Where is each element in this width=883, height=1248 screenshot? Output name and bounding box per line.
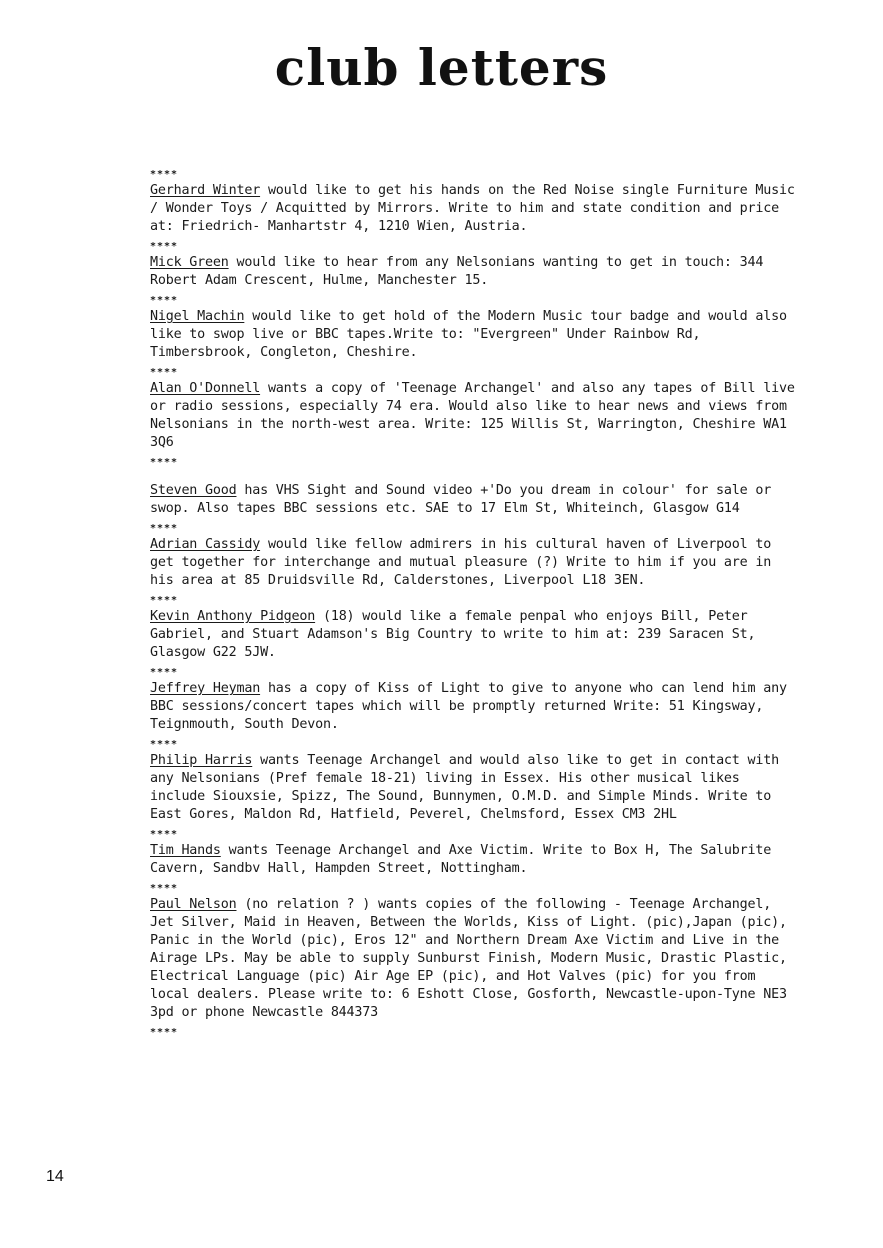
letter-text: wants a copy of 'Teenage Archangel' and also any tapes of Bill live or radio sessions, especially 74 era. Would also like to hear news and views from Nelsonians in the north-west area. Write: 125 Willis St, Warrington, Cheshire WA1 3Q6 [150, 381, 795, 450]
separator: **** [150, 829, 179, 840]
letter-name: Steven Good [150, 483, 237, 498]
letter-name: Philip Harris [150, 753, 253, 768]
letter-entry [150, 482, 800, 518]
letter-name: Paul Nelson [150, 897, 237, 912]
letter-entry [150, 842, 800, 878]
letter-text: would like fellow admirers in his cultural haven of Liverpool to get together for interchange and mutual pleasure (?) Write to him if you are in his area at 85 Druidsville Rd, Calderstones, Liverpool L18 3EN. [150, 537, 772, 588]
page-number: 14 [46, 1168, 64, 1185]
separator: **** [150, 883, 179, 894]
separator: **** [150, 1027, 179, 1038]
separator: **** [150, 667, 179, 678]
letter-entry [150, 254, 800, 290]
letters-list [150, 168, 800, 1040]
separator: **** [150, 595, 179, 606]
letter-name: Alan O'Donnell [150, 381, 261, 396]
letter-entry [150, 380, 800, 452]
page-title: club letters [274, 38, 609, 97]
letter-entry [150, 308, 800, 362]
separator: **** [150, 457, 179, 468]
letter-entry [150, 536, 800, 590]
separator: **** [150, 295, 179, 306]
letter-text: wants Teenage Archangel and Axe Victim. Write to Box H, The Salubrite Cavern, Sandbv Hall, Hampden Street, Nottingham. [150, 843, 772, 876]
separator: **** [150, 241, 179, 252]
letter-name: Gerhard Winter [150, 183, 261, 198]
separator: **** [150, 169, 179, 180]
letter-name: Mick Green [150, 255, 229, 270]
letter-entry [150, 182, 800, 236]
letter-name: Nigel Machin [150, 309, 245, 324]
letter-entry [150, 680, 800, 734]
separator: **** [150, 739, 179, 750]
letter-entry [150, 608, 800, 662]
letter-entry [150, 752, 800, 824]
letter-text: would like to hear from any Nelsonians wanting to get in touch: 344 Robert Adam Crescent, Hulme, Manchester 15. [150, 255, 764, 288]
letter-name: Jeffrey Heyman [150, 681, 261, 696]
letter-text: wants Teenage Archangel and would also like to get in contact with any Nelsonians (Pref female 18-21) living in Essex. His other musical likes include Siouxsie, Spizz, The Sound, Bunnymen, O.M.D. and Simple Minds. Write to East Gores, Maldon Rd, Hatfield, Peverel, Chelmsford, Essex CM3 2HL [150, 753, 779, 822]
letter-name: Kevin Anthony Pidgeon [150, 609, 316, 624]
letter-text: would like to get his hands on the Red Noise single Furniture Music / Wonder Toys / Acquitted by Mirrors. Write to him and state condition and price at: Friedrich- Manhartstr 4, 1210 Wien, Austria. [150, 183, 795, 234]
letter-text: has a copy of Kiss of Light to give to anyone who can lend him any BBC sessions/concert tapes which will be promptly returned Write: 51 Kingsway, Teignmouth, South Devon. [150, 681, 787, 732]
letter-text: would like to get hold of the Modern Music tour badge and would also like to swop live or BBC tapes.Write to: "Evergreen" Under Rainbow Rd, Timbersbrook, Congleton, Cheshire. [150, 309, 787, 360]
letter-entry [150, 896, 800, 1022]
letter-text: (18) would like a female penpal who enjoys Bill, Peter Gabriel, and Stuart Adamson's Big Country to write to him at: 239 Saracen St, Glasgow G22 5JW. [150, 609, 756, 660]
letter-name: Adrian Cassidy [150, 537, 261, 552]
separator: **** [150, 523, 179, 534]
letter-name: Tim Hands [150, 843, 221, 858]
letter-text: (no relation ? ) wants copies of the following - Teenage Archangel, Jet Silver, Maid in Heaven, Between the Worlds, Kiss of Light. (pic),Japan (pic), Panic in the World (pic), Eros 12" and Northern Dream Axe Victim and Live in the Airage LPs. May be able to supply Sunburst Finish, Modern Music, Drastic Plastic, Electrical Language (pic) Air Age EP (pic), and Hot Valves (pic) for you from local dealers. Please write to: 6 Eshott Close, Gosforth, Newcastle-upon-Tyne NE3 3pd or phone Newcastle 844373 [150, 897, 787, 1020]
letter-text: has VHS Sight and Sound video +'Do you dream in colour' for sale or swop. Also tapes BBC sessions etc. SAE to 17 Elm St, Whiteinch, Glasgow G14 [150, 483, 772, 516]
separator: **** [150, 367, 179, 378]
